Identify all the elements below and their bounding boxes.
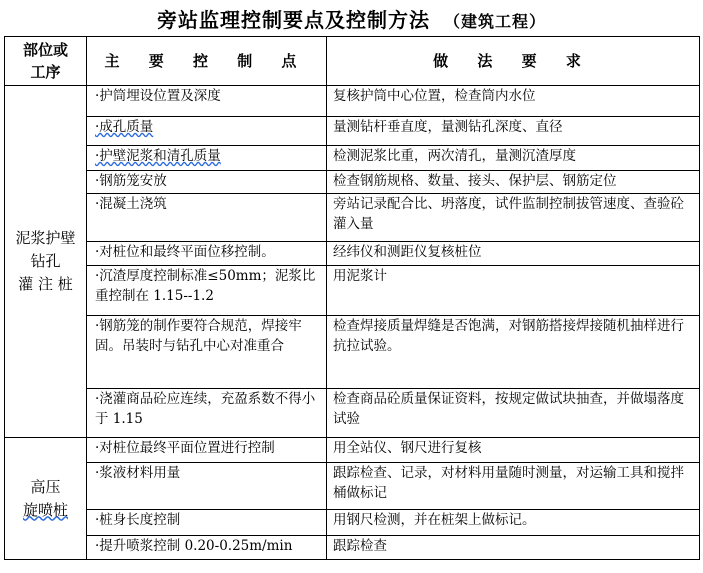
header-row xyxy=(5,37,700,86)
control-method: 经纬仪和测距仪复核桩位 xyxy=(327,242,700,266)
table-row xyxy=(5,463,700,510)
category-line: 钻孔 xyxy=(30,252,61,270)
category-line: 灌 注 桩 xyxy=(18,275,73,293)
table-row xyxy=(5,194,700,242)
header-points: 主 要 控 制 点 xyxy=(87,37,327,86)
control-point-text: ·护壁泥浆和清孔质量 xyxy=(95,148,221,164)
table-row xyxy=(5,266,700,316)
category-cell xyxy=(5,86,87,438)
control-point: ·护筒埋设位置及深度 xyxy=(87,86,327,117)
control-point: ·沉渣厚度控制标准≤50mm；泥浆比重控制在 1.15--1.2 xyxy=(87,266,327,316)
title-text: 旁站监理控制要点及控制方法 xyxy=(156,8,430,32)
control-method: 用钢尺检测，并在桩架上做标记。 xyxy=(327,510,700,536)
control-point: ·对桩位最终平面位置进行控制 xyxy=(87,438,327,463)
control-method: 检查商品砼质量保证资料，按规定做试块抽查，并做塌落度试验 xyxy=(327,389,700,438)
control-method: 复核护筒中心位置，检查筒内水位 xyxy=(327,86,700,117)
control-method: 检测泥浆比重，两次清孔，量测沉渣厚度 xyxy=(327,146,700,171)
control-point: ·桩身长度控制 xyxy=(87,510,327,536)
header-part xyxy=(5,37,87,86)
table-row xyxy=(5,510,700,536)
category-line: 泥浆护壁 xyxy=(15,229,76,247)
category-line: 高压 xyxy=(30,477,61,496)
table-row xyxy=(5,536,700,560)
table-row xyxy=(5,316,700,389)
title-subtitle: （建筑工程） xyxy=(443,12,546,31)
header-methods: 做 法 要 求 xyxy=(327,37,700,86)
control-method: 检查焊接质量焊缝是否饱满，对钢筋搭接焊接随机抽样进行抗拉试验。 xyxy=(327,316,700,389)
control-table xyxy=(4,36,700,560)
control-method: 检查钢筋规格、数量、接头、保护层、钢筋定位 xyxy=(327,171,700,194)
control-method: 跟踪检查、记录，对材料用量随时测量，对运输工具和搅拌桶做标记 xyxy=(327,463,700,510)
control-point: ·钢筋笼的制作要符合规范，焊接牢固。吊装时与钻孔中心对准重合 xyxy=(87,316,327,389)
category-line-text: 旋喷桩 xyxy=(22,500,68,519)
table-row xyxy=(5,389,700,438)
category-cell xyxy=(5,438,87,560)
control-point: ·混凝土浇筑 xyxy=(87,194,327,242)
header-part-line1: 部位或 xyxy=(22,41,68,59)
control-method: 用全站仪、钢尺进行复核 xyxy=(327,438,700,463)
header-part-line2: 工序 xyxy=(30,63,61,81)
table-row xyxy=(5,86,700,117)
control-method: 旁站记录配合比、坍落度，试件监制控制拔管速度、查验砼灌入量 xyxy=(327,194,700,242)
page-title xyxy=(0,4,703,33)
control-point: ·提升喷浆控制 0.20-0.25m/min xyxy=(87,536,327,560)
control-method: 量测钻杆垂直度，量测钻孔深度、直径 xyxy=(327,117,700,146)
control-point xyxy=(87,117,327,146)
table-row xyxy=(5,146,700,171)
table-row xyxy=(5,242,700,266)
control-point: ·对桩位和最终平面位移控制。 xyxy=(87,242,327,266)
table-row xyxy=(5,438,700,463)
control-method: 用泥浆计 xyxy=(327,266,700,316)
control-point: ·浇灌商品砼应连续，充盈系数不得小于 1.15 xyxy=(87,389,327,438)
control-point: ·钢筋笼安放 xyxy=(87,171,327,194)
table-row xyxy=(5,171,700,194)
category-line xyxy=(7,499,84,522)
control-point xyxy=(87,146,327,171)
table-row xyxy=(5,117,700,146)
control-point-text: ·成孔质量 xyxy=(95,119,154,135)
control-method: 跟踪检查 xyxy=(327,536,700,560)
control-point: ·浆液材料用量 xyxy=(87,463,327,510)
